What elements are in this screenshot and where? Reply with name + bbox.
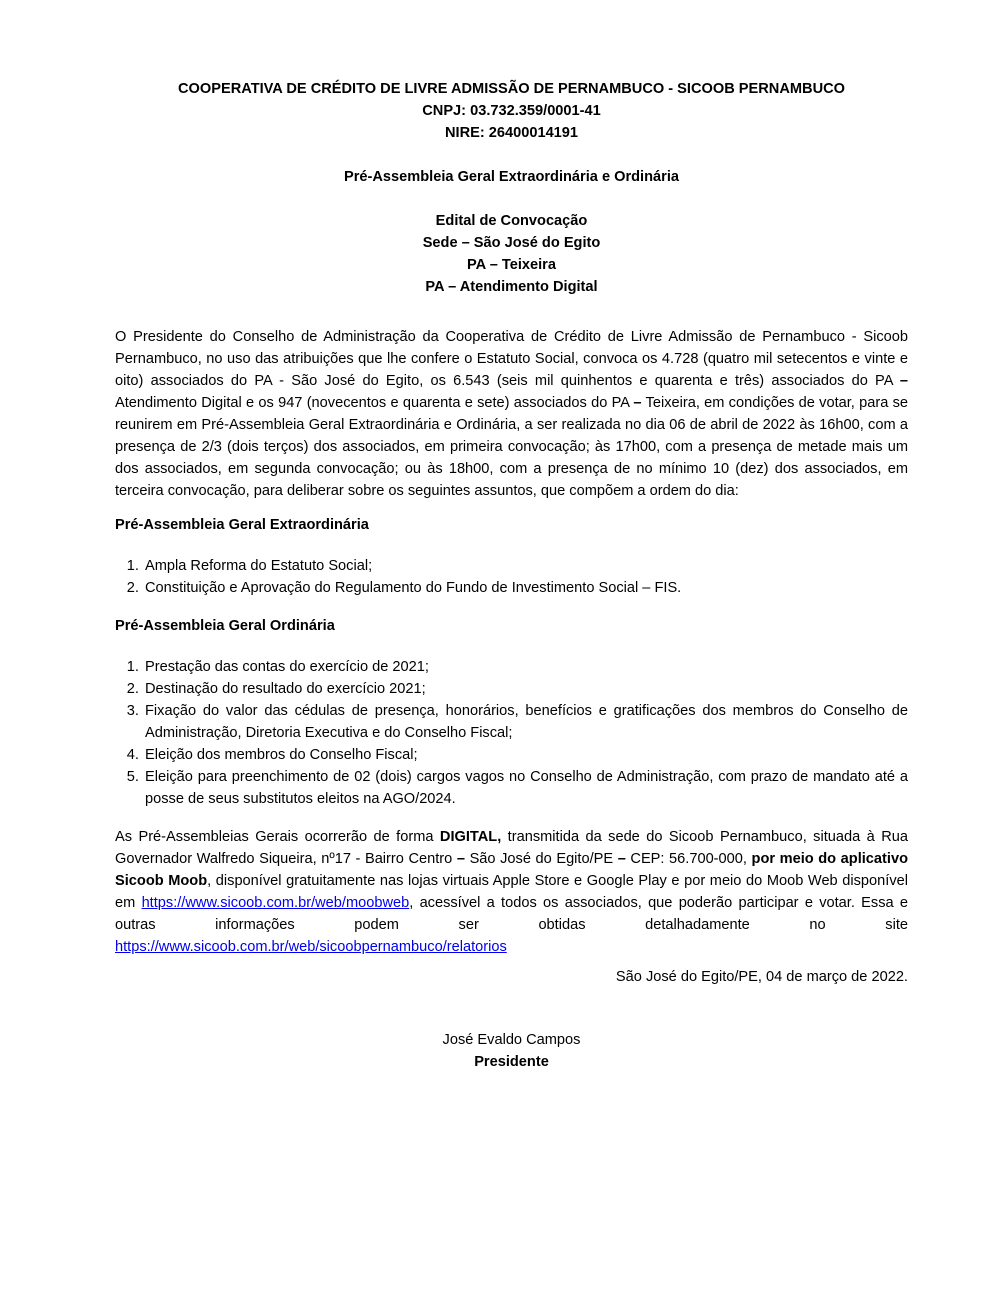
agenda-item: 3. Fixação do valor das cédulas de presença, honorários, benefícios e gratificações dos membros do Conselho de Administração, Diretoria Executiva e do Conselho Fiscal; — [143, 700, 908, 744]
nire-line: NIRE: 26400014191 — [444, 125, 579, 141]
agenda-item: 4. Eleição dos membros do Conselho Fiscal; — [143, 744, 908, 766]
agenda-list-extraordinaria — [115, 555, 908, 599]
bold-text-run: – — [456, 851, 465, 867]
edital-title: Edital de Convocação — [435, 213, 588, 229]
hyperlink[interactable]: https://www.sicoob.com.br/web/moobweb — [141, 895, 410, 911]
intro-paragraph — [115, 326, 908, 502]
text-run: São José do Egito/PE — [464, 851, 618, 867]
agenda-list-ordinaria — [115, 656, 908, 810]
agenda-item: 5. Eleição para preenchimento de 02 (dois) cargos vagos no Conselho de Administração, com prazo de mandato até a posse de seus substitutos eleitos na AGO/2024. — [143, 766, 908, 810]
text-run: CEP: 56.700-000, — [625, 851, 752, 867]
edital-block — [115, 210, 908, 298]
document-header — [115, 78, 908, 144]
digital-paragraph — [115, 826, 908, 958]
text-run: transmitida da sede do Sicoob Pernambuco, situada à Rua Governador Walfredo Siqueira, nº17 - Bairro Centro — [115, 829, 908, 867]
bold-text-run: por meio do aplicativo Sicoob Moob — [115, 851, 908, 889]
bold-text-run: – — [633, 395, 642, 411]
agenda-item: 2. Constituição e Aprovação do Regulamento do Fundo de Investimento Social – FIS. — [143, 577, 908, 599]
signature-role: Presidente — [474, 1054, 549, 1070]
agenda-item: 2. Destinação do resultado do exercício 2021; — [143, 678, 908, 700]
text-run: Atendimento Digital e os 947 (novecentos e quarenta e sete) associados do PA — [115, 395, 634, 411]
edital-sede: Sede – São José do Egito — [422, 235, 601, 251]
text-run: , disponível gratuitamente nas lojas virtuais Apple Store e Google Play e por meio do Moob Web disponível em — [115, 873, 908, 911]
text-run: As Pré-Assembleias Gerais ocorrerão de forma — [115, 829, 440, 845]
cooperative-title: COOPERATIVA DE CRÉDITO DE LIVRE ADMISSÃO DE PERNAMBUCO - SICOOB PERNAMBUCO — [177, 81, 846, 97]
edital-pa-teixeira: PA – Teixeira — [467, 257, 556, 273]
text-run: Teixeira, em condições de votar, para se reunirem em Pré-Assembleia Geral Extraordinária e Ordinária, a ser realizada no dia 06 de abril de 2022 às 16h00, com a presença de 2/3 (dois terços) dos associados, em primeira convocação; às 17h00, com a presença de metade mais um dos associados, em segunda convocação; ou às 18h00, com a presença de no mínimo 10 (dez) dos associados, em terceira convocação, para deliberar sobre os seguintes assuntos, que compõem a ordem do dia: — [115, 395, 909, 499]
section-heading-extraordinaria: Pré-Assembleia Geral Extraordinária — [115, 517, 369, 533]
agenda-item: 1. Ampla Reforma do Estatuto Social; — [143, 555, 908, 577]
section-heading-ordinaria: Pré-Assembleia Geral Ordinária — [115, 618, 335, 634]
cnpj-line: CNPJ: 03.732.359/0001-41 — [422, 103, 601, 119]
agenda-item: 1. Prestação das contas do exercício de 2021; — [143, 656, 908, 678]
bold-text-run: – — [617, 851, 626, 867]
text-run: O Presidente do Conselho de Administração da Cooperativa de Crédito de Livre Admissão de Pernambuco - Sicoob Pernambuco, no uso das atribuições que lhe confere o Estatuto Social, convoca os 4.728 (quatro mil setecentos e vinte e oito) associados do PA - São José do Egito, os 6.543 (seis mil quinhentos e quarenta e três) associados do PA — [115, 329, 908, 389]
dateline: São José do Egito/PE, 04 de março de 2022. — [615, 969, 908, 985]
text-run: , acessível a todos os associados, que poderão participar e votar. Essa e outras informações podem ser obtidas detalhadamente no site — [115, 895, 909, 933]
signature-name: José Evaldo Campos — [442, 1032, 581, 1048]
hyperlink[interactable]: https://www.sicoob.com.br/web/sicoobpernambuco/relatorios — [115, 939, 507, 955]
assembly-subtitle: Pré-Assembleia Geral Extraordinária e Ordinária — [344, 169, 679, 185]
edital-pa-digital: PA – Atendimento Digital — [425, 279, 598, 295]
bold-text-run: – — [899, 373, 908, 389]
bold-text-run: DIGITAL, — [439, 829, 502, 845]
